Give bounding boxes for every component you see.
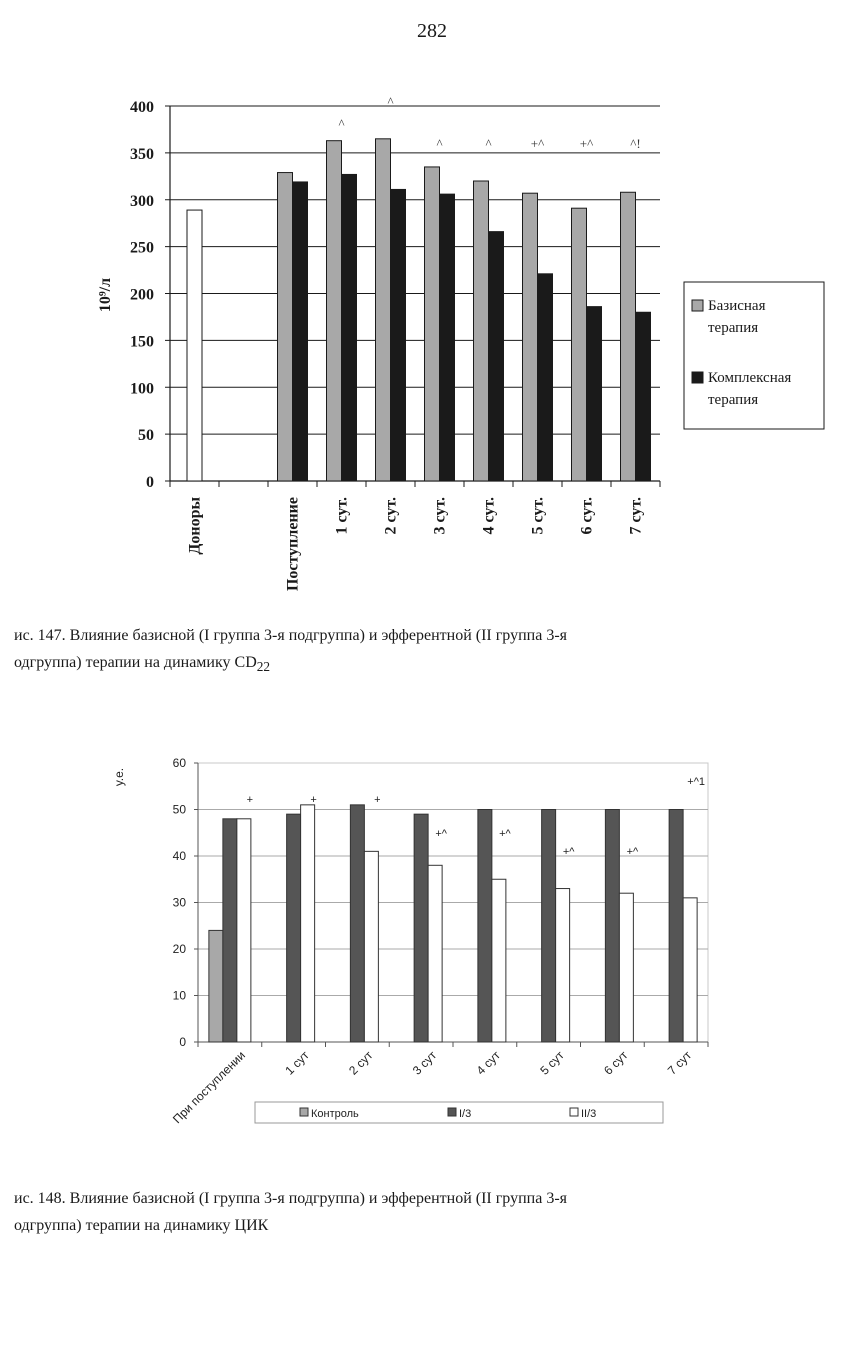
bar-group-ii3 (556, 889, 570, 1042)
legend-label: Контроль (311, 1108, 359, 1120)
x-tick-label: 4 сут. (480, 497, 498, 535)
y-tick-label: 350 (130, 145, 154, 163)
significance-marker: +^ (435, 828, 447, 840)
bar-group-ii3 (428, 865, 442, 1042)
bar-group-i3 (414, 814, 428, 1042)
significance-marker: ^ (387, 94, 394, 109)
y-tick-label: 30 (172, 895, 186, 910)
x-tick-label: 6 сут (601, 1048, 631, 1078)
y-tick-label: 150 (130, 333, 154, 351)
bar-basic-therapy (523, 193, 538, 481)
y-tick-label: 0 (146, 474, 154, 491)
y-tick-label: 0 (179, 1035, 186, 1049)
legend-label: терапия (708, 320, 759, 336)
figure-147-caption-subscript: 22 (256, 659, 271, 675)
cd22-bar-chart (0, 80, 864, 625)
bar-group-ii3 (619, 893, 633, 1042)
legend-label: терапия (708, 392, 759, 408)
y-tick-label: 400 (130, 99, 154, 116)
bar-complex-therapy (440, 194, 455, 481)
legend-swatch (570, 1108, 578, 1116)
significance-marker: +^ (579, 136, 594, 151)
figure-148-caption-line2: одгруппа) терапии на динамику ЦИК (14, 1217, 269, 1234)
bar-group-i3 (478, 810, 492, 1043)
significance-marker: ^ (436, 136, 443, 151)
bar-group-i3 (223, 819, 237, 1042)
x-tick-label: 5 сут (537, 1048, 567, 1078)
significance-marker: + (246, 794, 254, 806)
bar-basic-therapy (425, 167, 440, 481)
legend-label: Комплексная (708, 370, 792, 386)
x-tick-label: 4 сут (473, 1048, 503, 1078)
legend-swatch (692, 372, 703, 383)
bar-basic-therapy (474, 181, 489, 481)
bar-complex-therapy (391, 189, 406, 481)
legend-swatch (692, 300, 703, 311)
y-tick-label: 200 (130, 286, 154, 304)
significance-marker: +^ (499, 828, 511, 840)
x-tick-label: 6 сут. (578, 497, 596, 535)
legend-swatch (448, 1108, 456, 1116)
y-tick-label: 10 (172, 988, 186, 1003)
legend-label: Базисная (708, 298, 766, 314)
bar-group-i3 (605, 810, 619, 1043)
significance-marker: +^ (626, 846, 639, 858)
bar-group-i3 (287, 814, 301, 1042)
bar-basic-therapy (278, 173, 293, 481)
bar-control (209, 930, 223, 1042)
x-tick-label: 7 сут. (627, 497, 645, 535)
significance-marker: + (374, 794, 381, 806)
legend-label: I/3 (459, 1108, 472, 1120)
x-tick-label: 1 сут. (333, 497, 351, 535)
y-tick-label: 250 (130, 239, 154, 257)
y-tick-label: 40 (172, 849, 186, 863)
x-tick-label: 2 сут. (382, 497, 400, 535)
bar-complex-therapy (636, 312, 651, 481)
x-tick-label: Доноры (186, 497, 204, 555)
bar-complex-therapy (587, 307, 602, 481)
y-tick-label: 50 (172, 802, 186, 817)
x-tick-label: Поступление (284, 497, 302, 592)
legend-swatch (300, 1108, 308, 1116)
figure-147-caption-line2 (14, 649, 824, 680)
legend-label: II/3 (581, 1108, 597, 1120)
bar-donors (187, 210, 202, 481)
bar-complex-therapy (489, 232, 504, 481)
page-number: 282 (417, 20, 447, 42)
figure-148-caption-line1: ис. 148. Влияние базисной (I группа 3-я подгруппа) и эфферентной (II группа 3-я (14, 1190, 567, 1207)
figure-147-caption (14, 622, 824, 680)
bar-group-i3 (542, 810, 556, 1043)
x-tick-label: 1 сут (282, 1048, 312, 1078)
bar-group-i3 (350, 805, 364, 1042)
bar-group-ii3 (237, 819, 251, 1042)
bar-group-ii3 (364, 851, 378, 1042)
x-tick-label: 5 сут. (529, 497, 547, 535)
significance-marker: +^ (530, 136, 545, 151)
y-axis-label: у.е. (112, 767, 126, 787)
x-tick-label: При поступлении (169, 1048, 248, 1127)
figure-148-caption (14, 1185, 824, 1239)
significance-marker: +^ (562, 846, 575, 858)
bar-basic-therapy (621, 192, 636, 481)
y-tick-label: 300 (130, 192, 154, 210)
bar-group-ii3 (492, 879, 506, 1042)
cic-bar-chart (0, 745, 864, 1140)
figure-147-caption-text: одгруппа) терапии на динамику CD (14, 654, 257, 671)
significance-marker: ^ (338, 116, 345, 131)
bar-group-ii3 (301, 805, 315, 1042)
bar-complex-therapy (538, 274, 553, 481)
significance-marker: +^1 (687, 776, 705, 788)
bar-basic-therapy (327, 141, 342, 481)
x-tick-label: 3 сут (409, 1048, 440, 1078)
significance-marker: + (310, 794, 317, 806)
y-tick-label: 100 (130, 380, 154, 398)
x-tick-label: 7 сут (664, 1048, 695, 1078)
bar-group-i3 (669, 810, 683, 1043)
significance-marker: ^! (630, 136, 641, 151)
y-axis-label: 10⁹/л (97, 277, 114, 313)
significance-marker: ^ (485, 136, 492, 151)
bar-group-ii3 (683, 898, 697, 1042)
y-tick-label: 60 (172, 756, 186, 770)
y-tick-label: 20 (172, 942, 186, 956)
x-tick-label: 3 сут. (431, 497, 449, 535)
figure-147-caption-line1: ис. 147. Влияние базисной (I группа 3-я подгруппа) и эфферентной (II группа 3-я (14, 627, 567, 644)
bar-basic-therapy (572, 208, 587, 481)
bar-basic-therapy (376, 139, 391, 481)
bar-complex-therapy (293, 182, 308, 481)
x-tick-label: 2 сут (346, 1048, 376, 1078)
y-tick-label: 50 (138, 427, 154, 445)
bar-complex-therapy (342, 174, 357, 481)
